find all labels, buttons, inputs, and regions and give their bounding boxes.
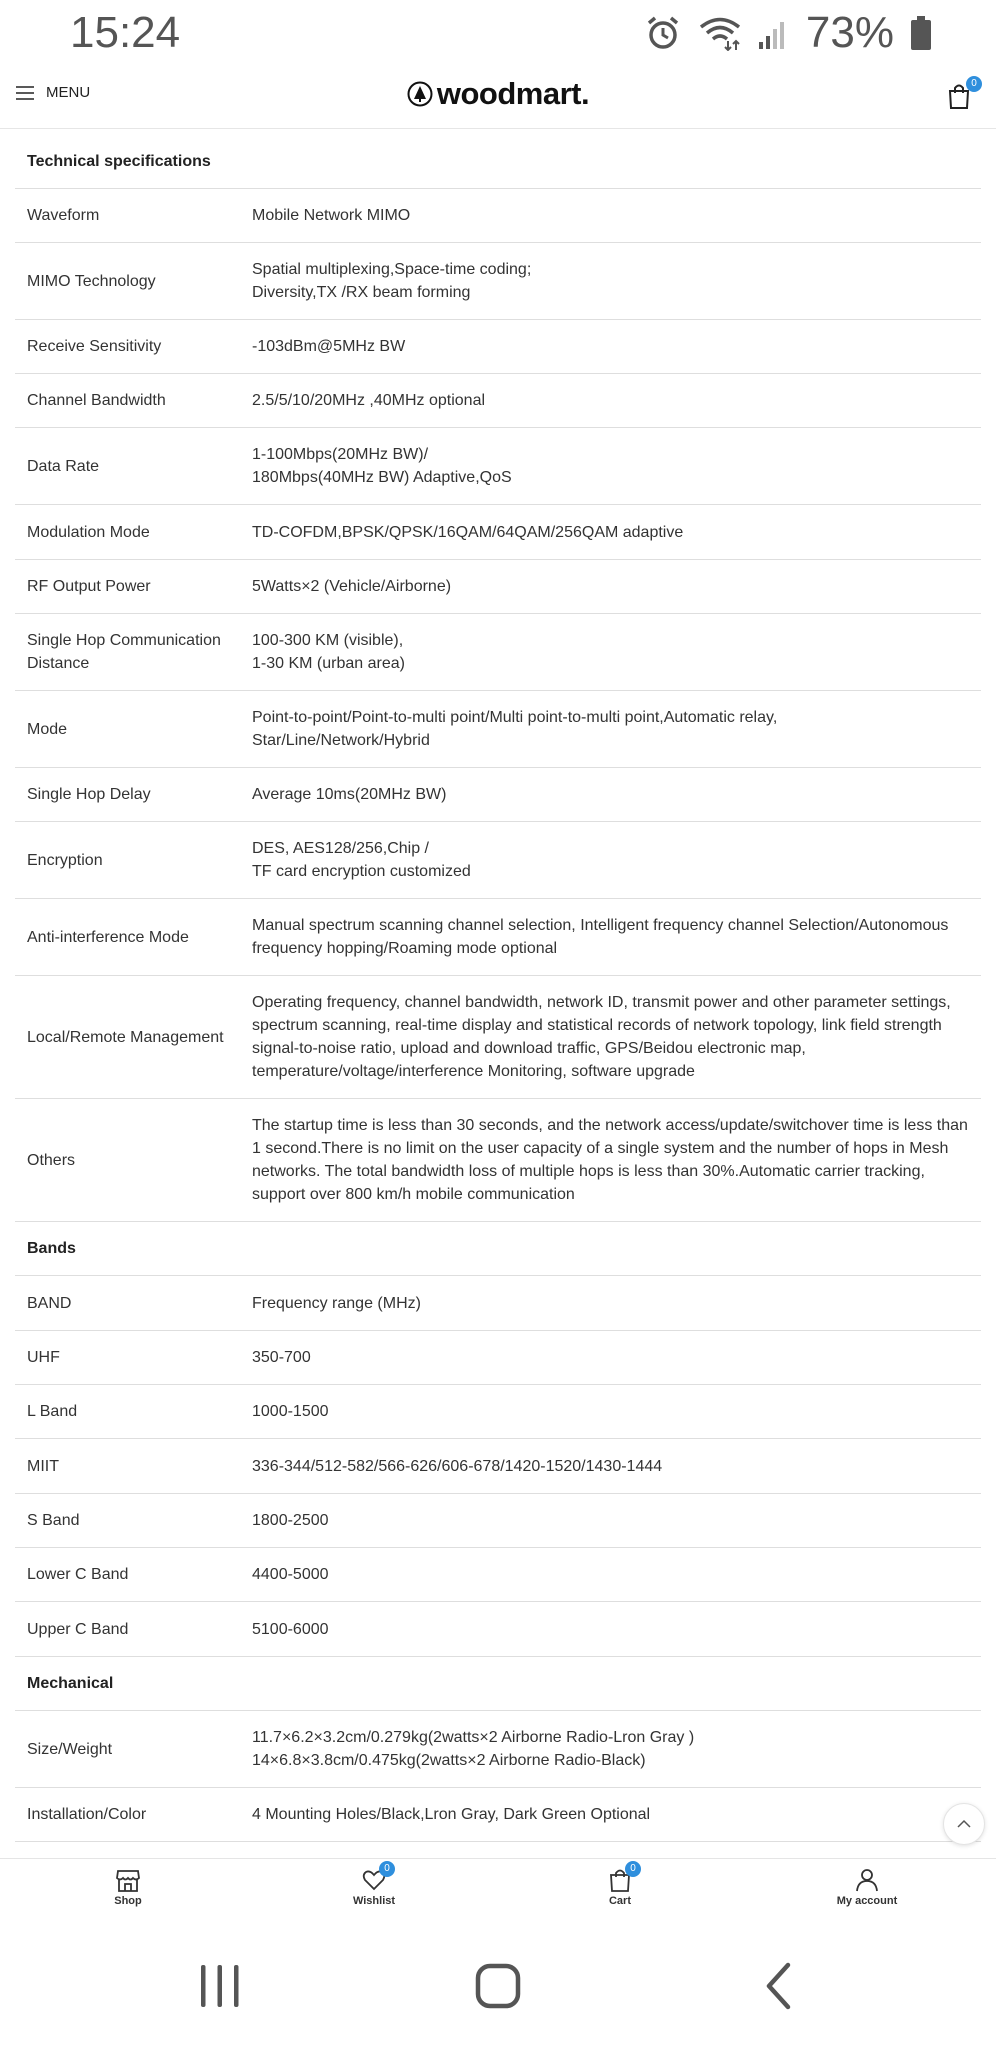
- spec-value: Point-to-point/Point-to-multi point/Multi point-to-multi point,Automatic relay, Star/Line/Network/Hybrid: [252, 709, 778, 749]
- toolbar-wishlist[interactable]: [314, 1863, 434, 1907]
- home-icon: [474, 1962, 522, 2010]
- logo-text: woodmart.: [436, 76, 590, 111]
- spec-key: Mode: [27, 720, 68, 738]
- user-icon: [854, 1867, 880, 1893]
- storefront-icon: [115, 1867, 141, 1893]
- spec-row: [15, 374, 981, 428]
- status-time: 15:24: [70, 8, 181, 57]
- spec-key: Channel Bandwidth: [27, 392, 166, 409]
- spec-key: Upper C Band: [27, 1620, 129, 1638]
- spec-section-header: [15, 1222, 981, 1276]
- alarm-icon: [644, 14, 682, 52]
- battery-icon: [910, 15, 932, 51]
- back-icon: [763, 1962, 793, 2010]
- spec-key: Local/Remote Management: [27, 1028, 224, 1046]
- spec-row: [15, 1439, 981, 1494]
- toolbar-cart[interactable]: [560, 1863, 680, 1907]
- spec-value: Mobile Network MIMO: [252, 207, 411, 224]
- chevron-up-icon: [957, 1819, 971, 1829]
- spec-key: S Band: [27, 1512, 80, 1529]
- wishlist-count: 0: [379, 1861, 395, 1877]
- spec-row: [15, 189, 981, 243]
- spec-row: [15, 691, 981, 768]
- spec-row: [15, 1548, 981, 1602]
- spec-key: MIMO Technology: [27, 272, 156, 290]
- spec-value: The startup time is less than 30 seconds, and the network access/update/switchover time is less than 1 second.There is no limit on the user capacity of a single system and the number of hops in Mesh networks. The total bandwidth loss of multiple hops is less than 30%.Automatic carrier tracking, support over 800 km/h mobile communication: [252, 1117, 968, 1203]
- spec-key: UHF: [27, 1349, 60, 1366]
- spec-key: Size/Weight: [27, 1740, 113, 1758]
- toolbar-account[interactable]: [807, 1867, 927, 1907]
- spec-key: Receive Sensitivity: [27, 338, 162, 355]
- spec-row: [15, 1602, 981, 1657]
- spec-value: 1000-1500: [252, 1403, 329, 1420]
- signal-icon: [758, 16, 790, 50]
- spec-value: Spatial multiplexing,Space-time coding; Diversity,TX /RX beam forming: [252, 261, 532, 301]
- spec-value: DES, AES128/256,Chip / TF card encryption customized: [252, 840, 471, 880]
- spec-value: -103dBm@5MHz BW: [252, 338, 406, 355]
- spec-value: Frequency range (MHz): [252, 1294, 421, 1312]
- spec-section-title: Mechanical: [27, 1675, 114, 1692]
- spec-row: [15, 1385, 981, 1439]
- spec-row: [15, 1099, 981, 1222]
- battery-percent: 73%: [805, 8, 894, 57]
- spec-row: [15, 899, 981, 976]
- spec-row: [15, 1711, 981, 1788]
- header-cart-count: 0: [966, 76, 982, 92]
- spec-row: [15, 976, 981, 1099]
- recent-apps-button[interactable]: [180, 1958, 260, 2014]
- spec-value: Operating frequency, channel bandwidth, network ID, transmit power and other parameter settings, spectrum scanning, real-time display and statistical records of network topology, link field strength signal-to-noise ratio, upload and download traffic, GPS/Beidou electronic map, temperature/voltage/interference Monitoring, software upgrade: [252, 994, 951, 1080]
- toolbar-shop[interactable]: [68, 1867, 188, 1907]
- spec-row: [15, 320, 981, 374]
- spec-row: [15, 505, 981, 560]
- spec-value: 1-100Mbps(20MHz BW)/ 180Mbps(40MHz BW) Adaptive,QoS: [252, 446, 512, 486]
- spec-key: Others: [27, 1151, 76, 1169]
- spec-section-header: [15, 1657, 981, 1711]
- spec-key: L Band: [27, 1403, 78, 1420]
- spec-value: 100-300 KM (visible), 1-30 KM (urban area): [252, 632, 405, 672]
- spec-key: Encryption: [27, 851, 103, 869]
- spec-value: TD-COFDM,BPSK/QPSK/16QAM/64QAM/256QAM adaptive: [252, 523, 684, 541]
- site-logo[interactable]: [0, 76, 996, 112]
- home-button[interactable]: [458, 1958, 538, 2014]
- spec-key: RF Output Power: [27, 578, 151, 595]
- site-header: [0, 66, 996, 129]
- spec-row: [15, 1276, 981, 1331]
- spec-value: Manual spectrum scanning channel selection, Intelligent frequency channel Selection/Autonomous frequency hopping/Roaming mode optional: [252, 917, 949, 957]
- scroll-to-top-button[interactable]: [943, 1803, 985, 1845]
- spec-key: Lower C Band: [27, 1566, 129, 1583]
- recent-apps-icon: [198, 1963, 242, 2009]
- spec-key: Modulation Mode: [27, 523, 150, 541]
- cart-count: 0: [625, 1861, 641, 1877]
- spec-key: Waveform: [27, 207, 100, 224]
- toolbar-shop-label: Shop: [114, 1895, 142, 1907]
- spec-section-title: Bands: [27, 1240, 76, 1257]
- spec-value: 4400-5000: [252, 1566, 329, 1583]
- android-navigation-bar: [0, 1922, 996, 2048]
- spec-row: [15, 560, 981, 614]
- spec-row: [15, 243, 981, 320]
- spec-section-header: [15, 134, 981, 189]
- spec-row: [15, 614, 981, 691]
- back-button[interactable]: [738, 1958, 818, 2014]
- spec-key: Anti-interference Mode: [27, 928, 189, 946]
- bottom-toolbar: [0, 1858, 996, 1923]
- spec-row: [15, 822, 981, 899]
- toolbar-wishlist-label: Wishlist: [352, 1895, 396, 1907]
- spec-value: 11.7×6.2×3.2cm/0.279kg(2watts×2 Airborne Radio-Lron Gray ) 14×6.8×3.8cm/0.475kg(2watts×2 Airborne Radio-Black): [252, 1729, 695, 1769]
- spec-value: 336-344/512-582/566-626/606-678/1420-1520/1430-1444: [252, 1457, 663, 1475]
- spec-key: Data Rate: [27, 457, 100, 475]
- spec-key: Single Hop Delay: [27, 786, 151, 803]
- spec-value: Average 10ms(20MHz BW): [252, 786, 447, 803]
- wifi-icon: [698, 15, 742, 51]
- toolbar-account-label: My account: [836, 1895, 898, 1907]
- spec-row: [15, 1494, 981, 1548]
- spec-key: Single Hop Communication Distance: [27, 632, 221, 672]
- spec-row: [15, 428, 981, 505]
- spec-key: BAND: [27, 1294, 72, 1312]
- spec-section-title: Technical specifications: [27, 152, 211, 170]
- header-cart-button[interactable]: [946, 78, 977, 112]
- spec-value: 4 Mounting Holes/Black,Lron Gray, Dark Green Optional: [252, 1806, 651, 1823]
- menu-label: MENU: [46, 84, 91, 101]
- logo-tree-icon: [407, 81, 433, 107]
- status-icons: [644, 8, 932, 58]
- spec-row: [15, 1788, 981, 1842]
- spec-value: 2.5/5/10/20MHz ,40MHz optional: [252, 392, 486, 409]
- spec-key: MIIT: [27, 1457, 59, 1475]
- spec-row: [15, 768, 981, 822]
- spec-table: [15, 134, 981, 1842]
- spec-key: Installation/Color: [27, 1806, 147, 1823]
- spec-value: 350-700: [252, 1349, 311, 1366]
- status-bar: [0, 0, 996, 66]
- spec-value: 1800-2500: [252, 1512, 329, 1529]
- spec-row: [15, 1331, 981, 1385]
- toolbar-cart-label: Cart: [608, 1895, 631, 1907]
- spec-value: 5Watts×2 (Vehicle/Airborne): [252, 578, 452, 595]
- spec-value: 5100-6000: [252, 1620, 329, 1638]
